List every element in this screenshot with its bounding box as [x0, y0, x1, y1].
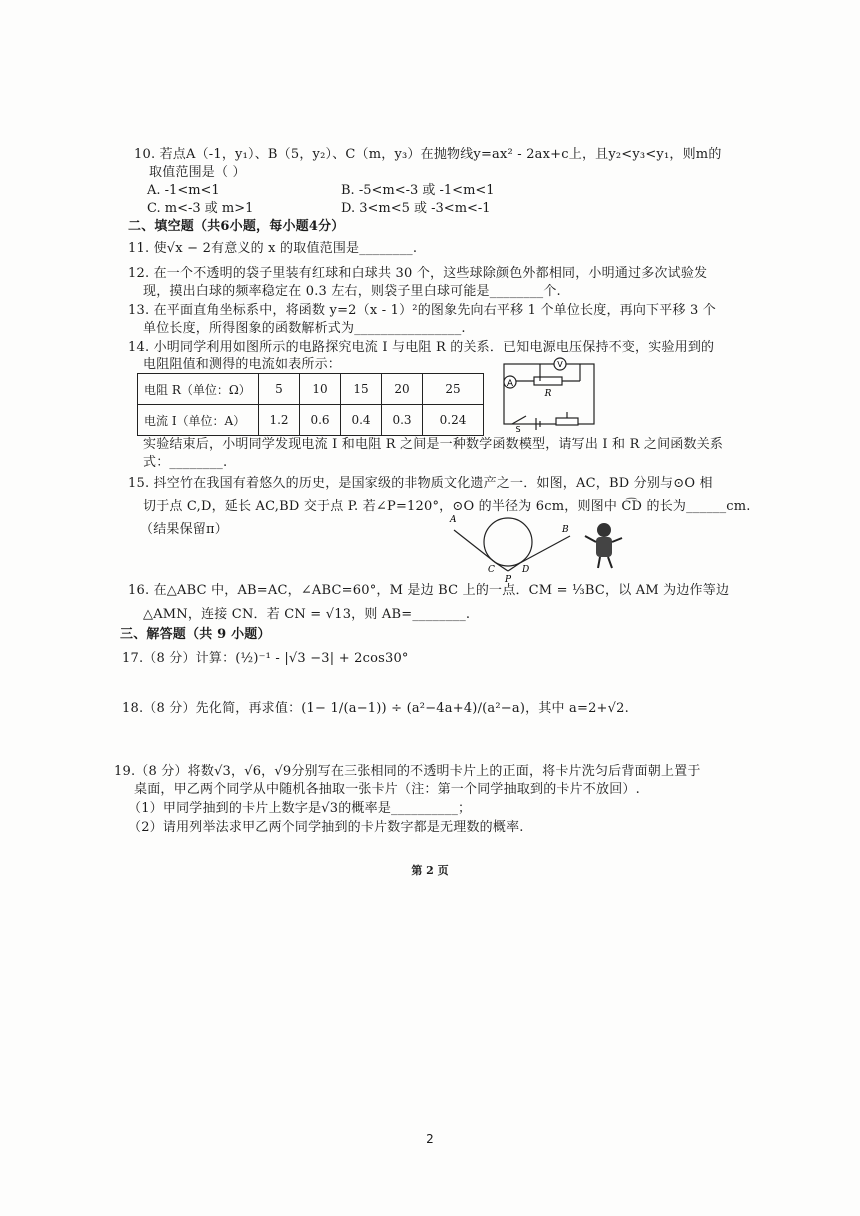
q10-option-c: C. m<-3 或 m>1 [147, 201, 254, 216]
table-cell: 15 [341, 374, 382, 405]
resistor-label: R [544, 389, 552, 399]
table-cell: 0.6 [300, 405, 341, 436]
cartoon-figure-icon [585, 523, 622, 568]
q14-line2: 电阻阻值和测得的电流如表所示： [143, 357, 342, 372]
q16-line1: 16. 在△ABC 中，AB=AC，∠ABC=60°，M 是边 BC 上的一点．CM = ⅓BC，以 AM 为边作等边 [128, 583, 730, 598]
fig-label-b: B [562, 525, 569, 535]
kongzhu-figure [440, 508, 640, 584]
table-cell: 0.3 [382, 405, 423, 436]
q14-line1: 14. 小明同学利用如图所示的电路探究电流 I 与电阻 R 的关系．已知电源电压保持不变，实验用到的 [128, 340, 715, 355]
table-cell: 10 [300, 374, 341, 405]
table-header-resistance: 电阻 R（单位：Ω） [138, 374, 259, 405]
fig-label-a: A [450, 515, 457, 525]
table-cell: 20 [382, 374, 423, 405]
table-row [138, 374, 484, 405]
table-cell: 0.24 [423, 405, 484, 436]
q10-line1: 10. 若点A（-1，y₁）、B（5，y₂）、C（m，y₃）在抛物线y=ax² - 2ax+c上，且y₂<y₃<y₁，则m的 [134, 147, 722, 162]
q19-line3: （1）甲同学抽到的卡片上数字是√3的概率是__________； [128, 801, 472, 816]
fig-label-c: C [488, 565, 495, 575]
circuit-diagram [492, 352, 602, 432]
q15-line1: 15. 抖空竹在我国有着悠久的历史，是国家级的非物质文化遗产之一．如图，AC，BD 分别与⊙O 相 [128, 476, 713, 491]
q16-line2: △AMN，连接 CN．若 CN = √13，则 AB=________. [143, 607, 471, 622]
page-footer: 第 2 页 [411, 864, 449, 877]
q12-line1: 12. 在一个不透明的袋子里装有红球和白球共 30 个，这些球除颜色外都相同，小明通过多次试验发 [128, 266, 708, 281]
q15-line2: 切于点 C,D，延长 AC,BD 交于点 P. 若∠P=120°，⊙O 的半径为 6cm，则图中 C͡D 的长为______cm. [143, 499, 751, 514]
q10-option-b: B. -5<m<-3 或 -1<m<1 [341, 183, 495, 198]
q13-line1: 13. 在平面直角坐标系中，将函数 y=2（x - 1）²的图象先向右平移 1 个单位长度，再向下平移 3 个 [128, 303, 716, 318]
q10-line2: 取值范围是（ ） [149, 165, 246, 180]
q10-option-d: D. 3<m<5 或 -3<m<-1 [341, 201, 491, 216]
resistance-current-table [137, 373, 484, 436]
q18: 18.（8 分）先化简，再求值：(1− 1/(a−1)) ÷ (a²−4a+4)/(a²−a)，其中 a=2+√2. [122, 701, 629, 716]
q14-line4: 式：________. [143, 455, 228, 470]
q10-option-a: A. -1<m<1 [147, 183, 220, 198]
section-2-heading: 二、填空题（共6小题，每小题4分） [128, 219, 345, 234]
q11: 11. 使√x − 2有意义的 x 的取值范围是________. [128, 241, 418, 256]
q12-line2: 现，摸出白球的频率稳定在 0.3 左右，则袋子里白球可能是________个. [143, 284, 561, 299]
q19-line2: 桌面，甲乙两个同学从中随机各抽取一张卡片（注：第一个同学抽取到的卡片不放回）. [134, 782, 640, 797]
q19-line4: （2）请用列举法求甲乙两个同学抽到的卡片数字都是无理数的概率. [128, 820, 524, 835]
page-number: 2 [426, 1132, 434, 1146]
table-cell: 25 [423, 374, 484, 405]
q15-line3: （结果保留π） [140, 522, 228, 537]
table-cell: 5 [259, 374, 300, 405]
section-3-heading: 三、解答题（共 9 小题） [120, 627, 271, 642]
q14-line3: 实验结束后，小明同学发现电流 I 和电阻 R 之间是一种数学函数模型，请写出 I 和 R 之间函数关系 [143, 437, 724, 452]
fig-label-d: D [522, 565, 530, 575]
q17: 17.（8 分）计算：(½)⁻¹ - |√3 −3| + 2cos30° [122, 651, 409, 666]
table-cell: 0.4 [341, 405, 382, 436]
ammeter-label: A [506, 379, 514, 389]
fig-label-p: P [505, 575, 512, 584]
q19-line1: 19.（8 分）将数√3，√6，√9分别写在三张相同的不透明卡片上的正面，将卡片洗匀后背面朝上置于 [114, 764, 701, 779]
table-cell: 1.2 [259, 405, 300, 436]
table-row [138, 405, 484, 436]
switch-label: S [515, 425, 521, 432]
table-header-current: 电流 I（单位：A） [138, 405, 259, 436]
voltmeter-label: V [557, 360, 563, 369]
q13-line2: 单位长度，所得图象的函数解析式为________________. [143, 321, 466, 336]
